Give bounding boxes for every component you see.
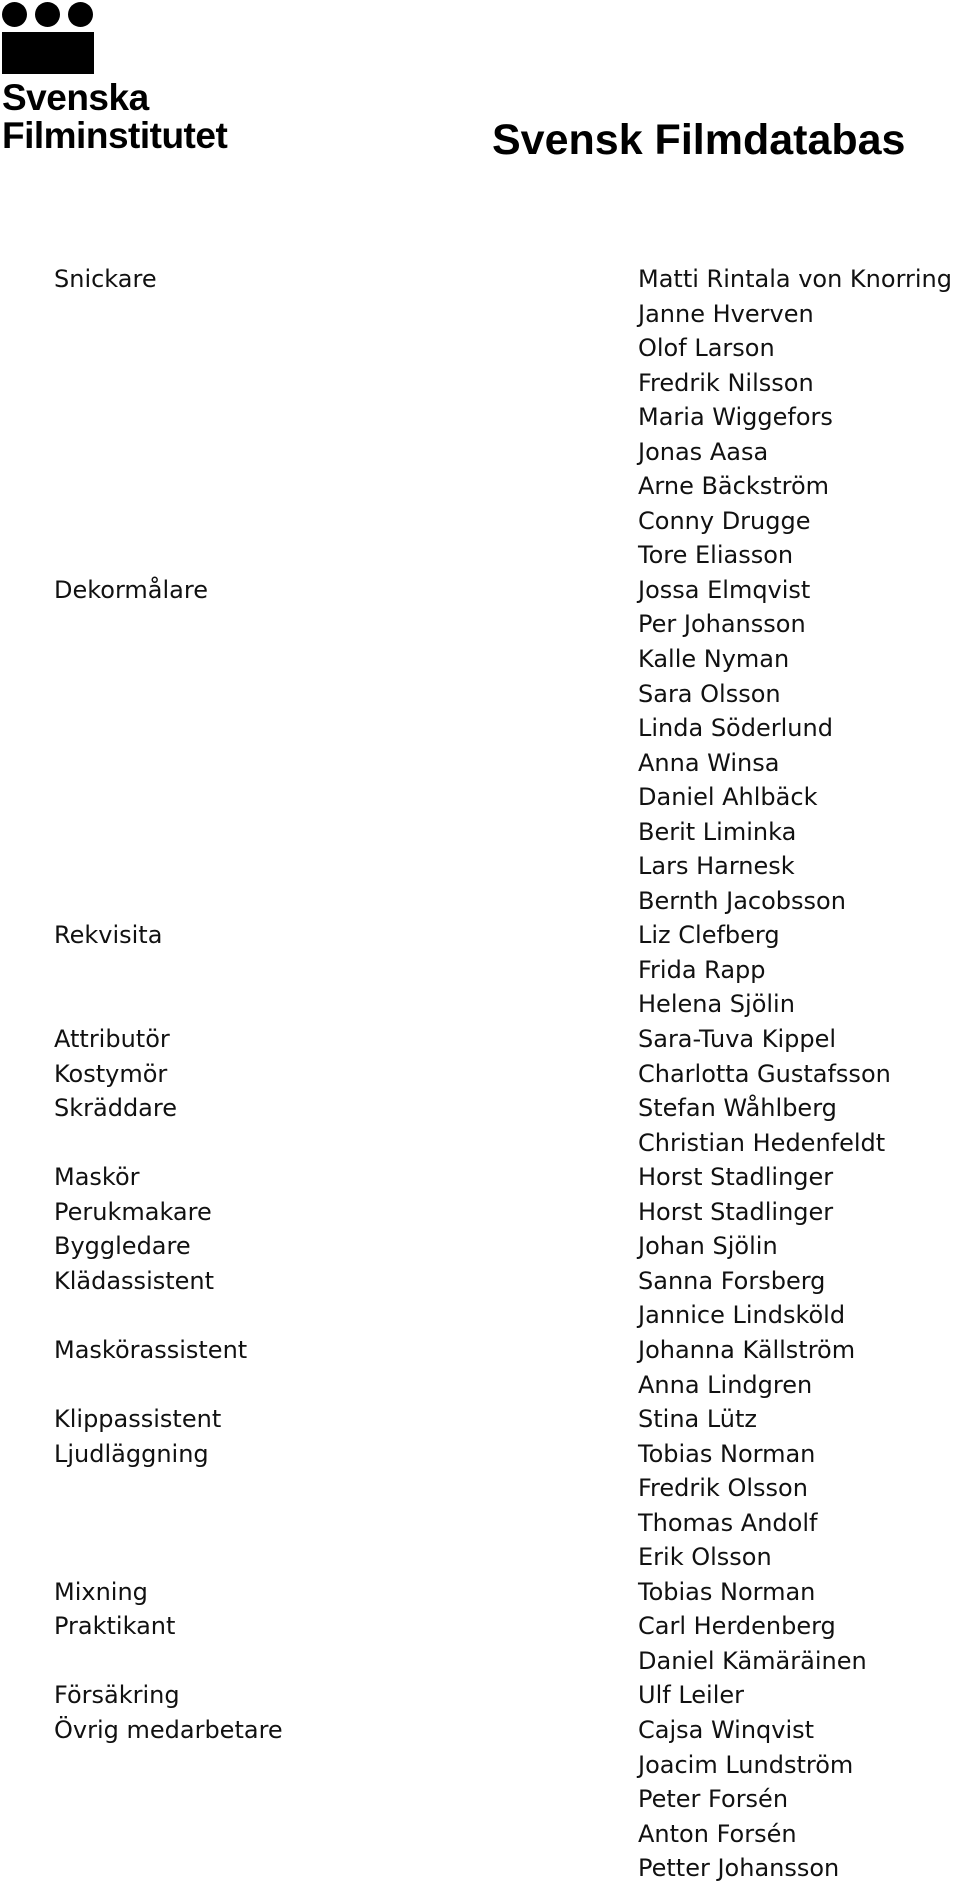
- logo-dot-icon: [68, 2, 93, 27]
- credit-name: Matti Rintala von Knorring: [638, 265, 952, 293]
- credit-row: [0, 1160, 960, 1195]
- logo-dot-icon: [35, 2, 60, 27]
- credit-row: [0, 469, 960, 504]
- credit-role: Försäkring: [54, 1681, 180, 1710]
- credit-name: Sara Olsson: [638, 679, 781, 708]
- credit-name: Thomas Andolf: [638, 1508, 818, 1537]
- credit-row: [0, 918, 960, 953]
- credit-role: Perukmakare: [54, 1197, 212, 1226]
- logo-square-icon: [2, 32, 94, 74]
- credit-role: Mixning: [54, 1577, 148, 1606]
- credit-name: Jannice Lindsköld: [638, 1301, 846, 1330]
- credit-name: Daniel Ahlbäck: [638, 783, 818, 812]
- credit-row: [0, 1713, 960, 1748]
- credit-role: Klädassistent: [54, 1266, 215, 1295]
- credit-row: [0, 1817, 960, 1852]
- credit-name: Petter Johansson: [638, 1854, 840, 1883]
- credit-row: [0, 1782, 960, 1817]
- credits-list: [0, 262, 960, 1886]
- credit-name: Tore Eliasson: [638, 541, 794, 570]
- credit-name: Janne Hverven: [638, 299, 814, 328]
- credit-name: Linda Söderlund: [638, 714, 833, 743]
- credit-name: Johan Sjölin: [638, 1232, 778, 1261]
- credit-role: Maskörassistent: [54, 1335, 248, 1364]
- credit-row: [0, 297, 960, 332]
- credit-row: [0, 1575, 960, 1610]
- credit-row: [0, 1506, 960, 1541]
- credit-name: Tobias Norman: [638, 1577, 816, 1606]
- credit-row: [0, 1368, 960, 1403]
- credit-row: [0, 1057, 960, 1092]
- credit-row: [0, 538, 960, 573]
- credit-role: Ljudläggning: [54, 1439, 209, 1468]
- credit-role: Rekvisita: [54, 921, 163, 950]
- credit-name: Maria Wiggefors: [638, 403, 833, 432]
- credit-name: Christian Hedenfeldt: [638, 1128, 886, 1157]
- credit-role: Attributör: [54, 1025, 170, 1054]
- credit-row: [0, 1402, 960, 1437]
- credit-name: Jonas Aasa: [638, 437, 769, 466]
- credit-row: [0, 1195, 960, 1230]
- credit-row: [0, 1333, 960, 1368]
- credit-name: Sara-Tuva Kippel: [638, 1025, 837, 1054]
- credit-name: Berit Liminka: [638, 817, 797, 846]
- credit-row: [0, 1022, 960, 1057]
- credit-row: [0, 1126, 960, 1161]
- credit-row: [0, 1678, 960, 1713]
- credit-row: [0, 573, 960, 608]
- credit-name: Bernth Jacobsson: [638, 886, 846, 915]
- credit-name: Anton Forsén: [638, 1819, 797, 1848]
- credit-name: Horst Stadlinger: [638, 1163, 834, 1192]
- logo-text-line1: Svenska: [2, 77, 149, 118]
- credit-row: [0, 262, 960, 297]
- credit-row: [0, 1437, 960, 1472]
- credit-row: [0, 953, 960, 988]
- credit-name: Fredrik Olsson: [638, 1474, 808, 1503]
- credit-name: Lars Harnesk: [638, 852, 795, 881]
- credit-row: [0, 1540, 960, 1575]
- logo-text-line2: Filminstitutet: [2, 115, 228, 156]
- credit-name: Frida Rapp: [638, 955, 766, 984]
- credit-name: Horst Stadlinger: [638, 1197, 834, 1226]
- credit-name: Anna Lindgren: [638, 1370, 813, 1399]
- credit-row: [0, 677, 960, 712]
- credit-role: Byggledare: [54, 1232, 191, 1261]
- credit-row: [0, 987, 960, 1022]
- credit-row: [0, 884, 960, 919]
- credit-row: [0, 1091, 960, 1126]
- credit-name: Stina Lütz: [638, 1405, 758, 1434]
- credit-row: [0, 1851, 960, 1886]
- credit-row: [0, 1644, 960, 1679]
- credit-name: Kalle Nyman: [638, 645, 790, 674]
- credit-row: [0, 504, 960, 539]
- credit-role: Skräddare: [54, 1094, 177, 1123]
- credit-name: Carl Herdenberg: [638, 1612, 836, 1641]
- credit-role: Klippassistent: [54, 1405, 222, 1434]
- credit-role: Maskör: [54, 1163, 140, 1192]
- credit-row: [0, 746, 960, 781]
- credit-role: Snickare: [54, 265, 157, 293]
- credit-role: Dekormålare: [54, 575, 208, 604]
- page-title: Svensk Filmdatabas: [492, 116, 906, 164]
- credit-row: [0, 849, 960, 884]
- credit-row: [0, 1471, 960, 1506]
- credit-name: Tobias Norman: [638, 1439, 816, 1468]
- credit-name: Sanna Forsberg: [638, 1266, 826, 1295]
- credit-role: Övrig medarbetare: [54, 1715, 283, 1744]
- credit-name: Liz Clefberg: [638, 921, 780, 950]
- credit-name: Daniel Kämäräinen: [638, 1646, 867, 1675]
- credit-row: [0, 711, 960, 746]
- credit-name: Per Johansson: [638, 610, 806, 639]
- credit-name: Jossa Elmqvist: [638, 575, 811, 604]
- credit-name: Charlotta Gustafsson: [638, 1059, 891, 1088]
- credit-name: Erik Olsson: [638, 1543, 772, 1572]
- credit-row: [0, 1748, 960, 1783]
- credit-row: [0, 1264, 960, 1299]
- credit-name: Ulf Leiler: [638, 1681, 744, 1710]
- credit-row: [0, 1229, 960, 1264]
- credit-name: Conny Drugge: [638, 506, 811, 535]
- credit-name: Stefan Wåhlberg: [638, 1094, 837, 1123]
- credit-name: Cajsa Winqvist: [638, 1715, 815, 1744]
- logo-dot-icon: [2, 2, 27, 27]
- svenska-filminstitutet-logo: [0, 0, 260, 160]
- credit-name: Arne Bäckström: [638, 472, 830, 501]
- credit-row: [0, 400, 960, 435]
- credit-name: Fredrik Nilsson: [638, 368, 814, 397]
- credit-name: Helena Sjölin: [638, 990, 795, 1019]
- credit-row: [0, 1298, 960, 1333]
- credit-row: [0, 331, 960, 366]
- credit-name: Anna Winsa: [638, 748, 780, 777]
- credit-name: Joacim Lundström: [638, 1750, 854, 1779]
- credit-row: [0, 607, 960, 642]
- logo-dots-icon: [2, 2, 98, 26]
- credit-role: Kostymör: [54, 1059, 168, 1088]
- credit-row: [0, 780, 960, 815]
- credit-role: Praktikant: [54, 1612, 176, 1641]
- credit-name: Peter Forsén: [638, 1785, 789, 1814]
- credit-row: [0, 815, 960, 850]
- credit-row: [0, 1609, 960, 1644]
- credit-row: [0, 642, 960, 677]
- credit-name: Olof Larson: [638, 334, 775, 363]
- credit-name: Johanna Källström: [638, 1335, 856, 1364]
- credit-row: [0, 366, 960, 401]
- credit-row: [0, 435, 960, 470]
